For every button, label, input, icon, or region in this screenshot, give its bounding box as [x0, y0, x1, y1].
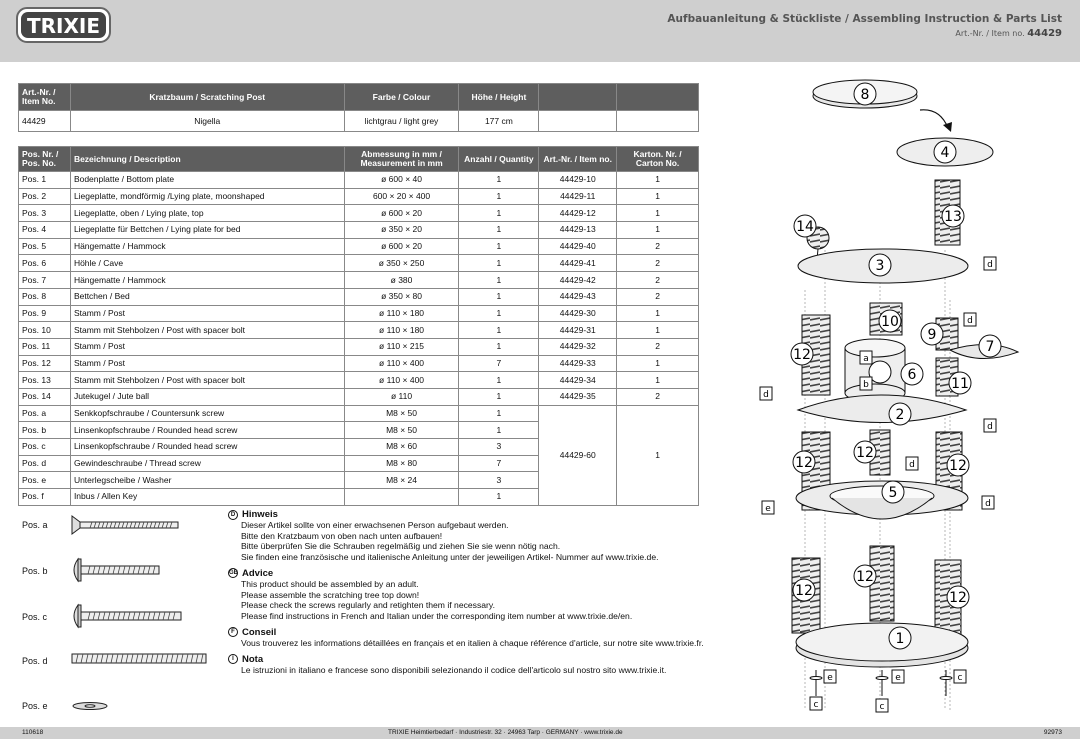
part-number-callout	[794, 215, 816, 237]
note-title: Conseil	[242, 626, 277, 638]
parts-cell: ø 600 × 20	[344, 205, 459, 222]
hardware-letter: a	[863, 354, 869, 364]
parts-cell: 1	[459, 338, 539, 355]
hardware-cell: 1	[459, 489, 539, 506]
note-line: Bitte überprüfen Sie die Schrauben regelmäßig und ziehen Sie sie wenn nötig nach.	[241, 541, 561, 552]
note-line: Vous trouverez les informations détaillées en français et en italien à chaque référence d'article, sur notre site www.trixie.fr.	[241, 637, 704, 648]
parts-cell: Liegeplatte für Bettchen / Lying plate for bed	[70, 222, 344, 239]
parts-cell: 2	[617, 272, 699, 289]
hardware-cell: 1	[459, 405, 539, 422]
part-number-label: 4	[940, 145, 950, 161]
note-heading	[228, 568, 788, 579]
hardware-letter: c	[957, 673, 963, 683]
parts-cell: ø 110 × 400	[344, 372, 459, 389]
parts-cell: Pos. 7	[19, 272, 71, 289]
hardware-cell	[344, 489, 459, 506]
part-number-callout	[854, 565, 876, 587]
part-number-callout	[854, 83, 876, 105]
note-line: Sie finden eine französische und italienische Anleitung unter der jeweiligen Artikel- Nummer auf www.trixie.de.	[241, 552, 659, 563]
parts-cell: Stamm / Post	[70, 355, 344, 372]
part-number-label: 1	[895, 631, 905, 647]
hardware-letter: b	[863, 380, 869, 390]
parts-cell: 1	[459, 205, 539, 222]
item-number	[955, 28, 1062, 39]
hardware-letter: d	[909, 460, 915, 470]
part-2-moon-plate-icon	[798, 395, 966, 423]
note-block	[228, 509, 788, 563]
hardware-callout	[762, 501, 774, 514]
washer-icon	[70, 701, 110, 711]
part-number-callout	[854, 441, 876, 463]
parts-cell: ø 350 × 250	[344, 255, 459, 272]
parts-cell: Pos. 12	[19, 355, 71, 372]
trixie-logo	[16, 6, 111, 44]
hardware-cell: M8 × 60	[344, 439, 459, 456]
hardware-callout	[984, 257, 996, 270]
parts-cell: 1	[459, 172, 539, 189]
product-header-empty-2	[617, 84, 699, 111]
parts-row	[19, 172, 699, 189]
hardware-callout	[860, 377, 872, 390]
part-number-callout	[869, 254, 891, 276]
parts-cell: 44429-30	[539, 305, 617, 322]
part-number-label: 5	[888, 485, 898, 501]
product-header-name: Kratzbaum / Scratching Post	[70, 84, 344, 111]
part-number-label: 9	[927, 327, 937, 343]
parts-cell: ø 600 × 40	[344, 172, 459, 189]
parts-cell: 1	[459, 305, 539, 322]
parts-cell: 2	[617, 238, 699, 255]
hardware-cell: 7	[459, 455, 539, 472]
parts-cell: Stamm / Post	[70, 338, 344, 355]
parts-cell: 44429-10	[539, 172, 617, 189]
part-number-label: 12	[856, 445, 874, 461]
hardware-letter: d	[987, 260, 993, 270]
parts-cell: ø 110 × 180	[344, 305, 459, 322]
parts-cell: ø 110 × 180	[344, 322, 459, 339]
parts-cell: 1	[617, 222, 699, 239]
parts-cell: 1	[617, 355, 699, 372]
parts-cell: 7	[459, 355, 539, 372]
parts-cell: Pos. 2	[19, 188, 71, 205]
part-number-label: 11	[951, 376, 969, 392]
parts-cell: 1	[617, 188, 699, 205]
parts-cell: ø 600 × 20	[344, 238, 459, 255]
hardware-callout	[954, 670, 966, 683]
part-number-label: 6	[907, 367, 917, 383]
screw-label-c: Pos. c	[22, 612, 48, 622]
hardware-callout	[906, 457, 918, 470]
hardware-cell: Gewindeschraube / Thread screw	[70, 455, 344, 472]
parts-cell: 1	[617, 322, 699, 339]
product-height: 177 cm	[459, 111, 539, 132]
parts-cell: Pos. 9	[19, 305, 71, 322]
parts-row	[19, 222, 699, 239]
part-number-label: 12	[793, 347, 811, 363]
parts-row	[19, 355, 699, 372]
parts-cell: 1	[459, 238, 539, 255]
note-line: Le istruzioni in italiano e francese sono disponibili selezionando il codice dell'articolo sul nostro sito www.trixie.it.	[241, 664, 667, 675]
brand-name: TRIXIE	[26, 14, 101, 38]
part-number-label: 12	[949, 458, 967, 474]
parts-row	[19, 322, 699, 339]
part-number-callout	[901, 363, 923, 385]
hardware-letter: c	[879, 702, 885, 712]
hardware-cell: Unterlegscheibe / Washer	[70, 472, 344, 489]
hardware-row	[19, 405, 699, 422]
hardware-cell: 3	[459, 439, 539, 456]
screw-label-b: Pos. b	[22, 566, 48, 576]
part-number-label: 12	[949, 590, 967, 606]
parts-cell: 44429-12	[539, 205, 617, 222]
note-block	[228, 568, 788, 622]
parts-cell: 2	[617, 338, 699, 355]
countersunk-screw-icon	[70, 514, 180, 536]
parts-cell: 1	[459, 388, 539, 405]
parts-row	[19, 188, 699, 205]
parts-cell: Bodenplatte / Bottom plate	[70, 172, 344, 189]
parts-cell: 44429-40	[539, 238, 617, 255]
product-name: Nigella	[70, 111, 344, 132]
part-number-callout	[889, 627, 911, 649]
parts-cell: 2	[617, 388, 699, 405]
parts-header-qty: Anzahl / Quantity	[459, 147, 539, 172]
parts-cell: 1	[617, 205, 699, 222]
parts-header-pos: Pos. Nr. / Pos. No.	[19, 147, 71, 172]
note-line: Please find instructions in French and Italian under the corresponding item number at www.trixie.de/en.	[241, 611, 633, 622]
parts-cell: ø 350 × 80	[344, 288, 459, 305]
parts-cell: Pos. 10	[19, 322, 71, 339]
parts-cell: 1	[459, 288, 539, 305]
page-footer	[0, 727, 1080, 739]
parts-cell: Stamm mit Stehbolzen / Post with spacer bolt	[70, 322, 344, 339]
parts-cell: 1	[459, 222, 539, 239]
hardware-carton-number: 1	[617, 405, 699, 505]
hardware-cell: Linsenkopfschraube / Rounded head screw	[70, 422, 344, 439]
parts-cell: Höhle / Cave	[70, 255, 344, 272]
hardware-letter: e	[765, 504, 771, 514]
hardware-callout	[860, 351, 872, 364]
part-number-label: 10	[881, 314, 899, 330]
hardware-cell: Pos. d	[19, 455, 71, 472]
parts-cell: Liegeplatte, mondförmig /Lying plate, moonshaped	[70, 188, 344, 205]
rounded-head-screw-long-icon	[70, 603, 190, 629]
footer-left: 110618	[22, 729, 44, 736]
part-number-label: 12	[795, 455, 813, 471]
parts-cell: 44429-13	[539, 222, 617, 239]
parts-cell: Pos. 6	[19, 255, 71, 272]
note-line: Please assemble the scratching tree top down!	[241, 589, 420, 600]
assembly-diagram	[750, 70, 1080, 720]
parts-cell: Jutekugel / Jute ball	[70, 388, 344, 405]
hardware-callout	[760, 387, 772, 400]
parts-table	[18, 146, 699, 506]
parts-cell: Pos. 11	[19, 338, 71, 355]
parts-cell: 1	[617, 172, 699, 189]
hardware-cell: Pos. f	[19, 489, 71, 506]
hardware-letter: e	[827, 673, 833, 683]
part-number-callout	[793, 451, 815, 473]
note-heading	[228, 627, 788, 638]
parts-cell: 44429-33	[539, 355, 617, 372]
parts-cell: 44429-35	[539, 388, 617, 405]
hardware-cell: Pos. c	[19, 439, 71, 456]
product-header-height: Höhe / Height	[459, 84, 539, 111]
parts-cell: Pos. 8	[19, 288, 71, 305]
hardware-item-number: 44429-60	[539, 405, 617, 505]
part-number-label: 12	[856, 569, 874, 585]
thread-screw-icon	[70, 652, 210, 666]
parts-cell: 2	[617, 255, 699, 272]
product-header-art: Art.-Nr. / Item No.	[19, 84, 71, 111]
parts-header-desc: Bezeichnung / Description	[70, 147, 344, 172]
product-colour: lichtgrau / light grey	[344, 111, 459, 132]
hardware-letter: c	[813, 700, 819, 710]
parts-cell: Hängematte / Hammock	[70, 238, 344, 255]
note-block	[228, 627, 788, 649]
page-header	[0, 0, 1080, 62]
note-line: Bitte den Kratzbaum von oben nach unten aufbauen!	[241, 530, 443, 541]
hardware-callout	[892, 670, 904, 683]
parts-row	[19, 372, 699, 389]
parts-cell: Hängematte / Hammock	[70, 272, 344, 289]
screw-label-d: Pos. d	[22, 656, 48, 666]
part-number-label: 12	[795, 583, 813, 599]
parts-cell: 44429-41	[539, 255, 617, 272]
hardware-callout	[982, 496, 994, 509]
part-1-bottom-plate-icon	[796, 623, 968, 667]
screw-label-e: Pos. e	[22, 701, 48, 711]
parts-cell: Stamm / Post	[70, 305, 344, 322]
document-title: Aufbauanleitung & Stückliste / Assembling Instruction & Parts List	[667, 13, 1062, 25]
hardware-letter: d	[967, 316, 973, 326]
part-number-callout	[889, 403, 911, 425]
parts-cell: Pos. 4	[19, 222, 71, 239]
part-number-callout	[949, 372, 971, 394]
part-number-callout	[791, 343, 813, 365]
hardware-letter: d	[987, 422, 993, 432]
hardware-letter: d	[985, 499, 991, 509]
parts-cell: ø 110 × 215	[344, 338, 459, 355]
language-flag-icon: I	[228, 654, 238, 664]
note-title: Hinweis	[242, 509, 278, 520]
parts-row	[19, 272, 699, 289]
hardware-callout	[984, 419, 996, 432]
hardware-letter: e	[895, 673, 901, 683]
hardware-cell: Pos. e	[19, 472, 71, 489]
product-empty	[539, 111, 617, 132]
parts-cell: 1	[459, 272, 539, 289]
screw-label-a: Pos. a	[22, 520, 48, 530]
product-empty-2	[617, 111, 699, 132]
parts-cell: 1	[617, 305, 699, 322]
hardware-cell: M8 × 24	[344, 472, 459, 489]
parts-cell: 44429-32	[539, 338, 617, 355]
parts-cell: Liegeplatte, oben / Lying plate, top	[70, 205, 344, 222]
parts-cell: Pos. 1	[19, 172, 71, 189]
note-line: This product should be assembled by an adult.	[241, 578, 419, 589]
hardware-cell: 3	[459, 472, 539, 489]
part-number-label: 8	[860, 87, 870, 103]
hardware-cell: Senkkopfschraube / Countersunk screw	[70, 405, 344, 422]
parts-cell: 600 × 20 × 400	[344, 188, 459, 205]
parts-cell: 44429-43	[539, 288, 617, 305]
hardware-cell: M8 × 50	[344, 405, 459, 422]
hardware-cell: M8 × 80	[344, 455, 459, 472]
footer-address: TRIXIE Heimtierbedarf · Industriestr. 32 · 24963 Tarp · GERMANY · www.trixie.de	[388, 729, 623, 736]
parts-cell: Bettchen / Bed	[70, 288, 344, 305]
parts-cell: 44429-42	[539, 272, 617, 289]
hardware-cell: Inbus / Allen Key	[70, 489, 344, 506]
product-art-number: 44429	[19, 111, 71, 132]
hardware-cell: Linsenkopfschraube / Rounded head screw	[70, 439, 344, 456]
item-number-label: Art.-Nr. / Item no.	[955, 29, 1025, 38]
note-line: Dieser Artikel sollte von einer erwachsenen Person aufgebaut werden.	[241, 520, 509, 530]
part-5-hammock-icon	[796, 481, 968, 519]
part-6-cave-icon	[845, 339, 905, 402]
parts-row	[19, 255, 699, 272]
parts-cell: Pos. 14	[19, 388, 71, 405]
part-number-callout	[882, 481, 904, 503]
language-flag-icon: F	[228, 627, 238, 637]
note-title: Advice	[242, 567, 274, 579]
parts-row	[19, 305, 699, 322]
note-title: Nota	[242, 653, 264, 665]
parts-row	[19, 205, 699, 222]
note-block	[228, 654, 788, 676]
parts-cell: 1	[617, 372, 699, 389]
part-number-callout	[879, 310, 901, 332]
parts-cell: Pos. 3	[19, 205, 71, 222]
parts-body	[19, 172, 699, 506]
parts-cell: 1	[459, 372, 539, 389]
part-number-callout	[947, 454, 969, 476]
rounded-head-screw-icon	[70, 557, 180, 583]
parts-cell: 44429-34	[539, 372, 617, 389]
part-number-callout	[947, 586, 969, 608]
parts-cell: 1	[459, 188, 539, 205]
parts-row	[19, 288, 699, 305]
parts-cell: 2	[617, 288, 699, 305]
part-number-label: 3	[875, 258, 885, 274]
part-number-label: 7	[985, 339, 995, 355]
part-number-callout	[921, 323, 943, 345]
parts-row	[19, 338, 699, 355]
product-table	[18, 83, 699, 132]
hardware-cell: Pos. a	[19, 405, 71, 422]
part-number-callout	[942, 205, 964, 227]
hardware-callout	[810, 697, 822, 710]
parts-cell: 44429-31	[539, 322, 617, 339]
part-number-label: 14	[796, 219, 814, 235]
parts-row	[19, 388, 699, 405]
hardware-cell: Pos. b	[19, 422, 71, 439]
hardware-callout	[824, 670, 836, 683]
parts-cell: Pos. 13	[19, 372, 71, 389]
language-flag-icon: D	[228, 510, 238, 520]
hardware-letter: d	[763, 390, 769, 400]
parts-cell: ø 110 × 400	[344, 355, 459, 372]
note-line: Please check the screws regularly and retighten them if necessary.	[241, 600, 495, 611]
language-flag-icon: GB	[229, 570, 238, 577]
parts-header-measure: Abmessung in mm / Measurement in mm	[344, 147, 459, 172]
arrow-head-icon	[943, 122, 952, 132]
note-heading	[228, 509, 788, 520]
parts-cell: ø 110	[344, 388, 459, 405]
footer-right: 92973	[1043, 729, 1062, 736]
parts-header-carton: Karton. Nr. / Carton No.	[617, 147, 699, 172]
hardware-cell: M8 × 50	[344, 422, 459, 439]
parts-cell: Stamm mit Stehbolzen / Post with spacer bolt	[70, 372, 344, 389]
parts-cell: ø 380	[344, 272, 459, 289]
parts-cell: Pos. 5	[19, 238, 71, 255]
part-number-label: 2	[895, 407, 905, 423]
part-number-callout	[793, 579, 815, 601]
item-number-value: 44429	[1027, 28, 1062, 39]
hardware-callout	[876, 699, 888, 712]
hardware-callout	[964, 313, 976, 326]
parts-cell: 44429-11	[539, 188, 617, 205]
part-number-callout	[979, 335, 1001, 357]
part-number-callout	[934, 141, 956, 163]
product-header-empty	[539, 84, 617, 111]
notes-section	[228, 509, 788, 680]
note-heading	[228, 654, 788, 665]
part-number-label: 13	[944, 209, 962, 225]
product-header-colour: Farbe / Colour	[344, 84, 459, 111]
parts-cell: ø 350 × 20	[344, 222, 459, 239]
parts-cell: 1	[459, 255, 539, 272]
hardware-cell: 1	[459, 422, 539, 439]
parts-row	[19, 238, 699, 255]
parts-cell: 1	[459, 322, 539, 339]
parts-header-item: Art.-Nr. / Item no.	[539, 147, 617, 172]
